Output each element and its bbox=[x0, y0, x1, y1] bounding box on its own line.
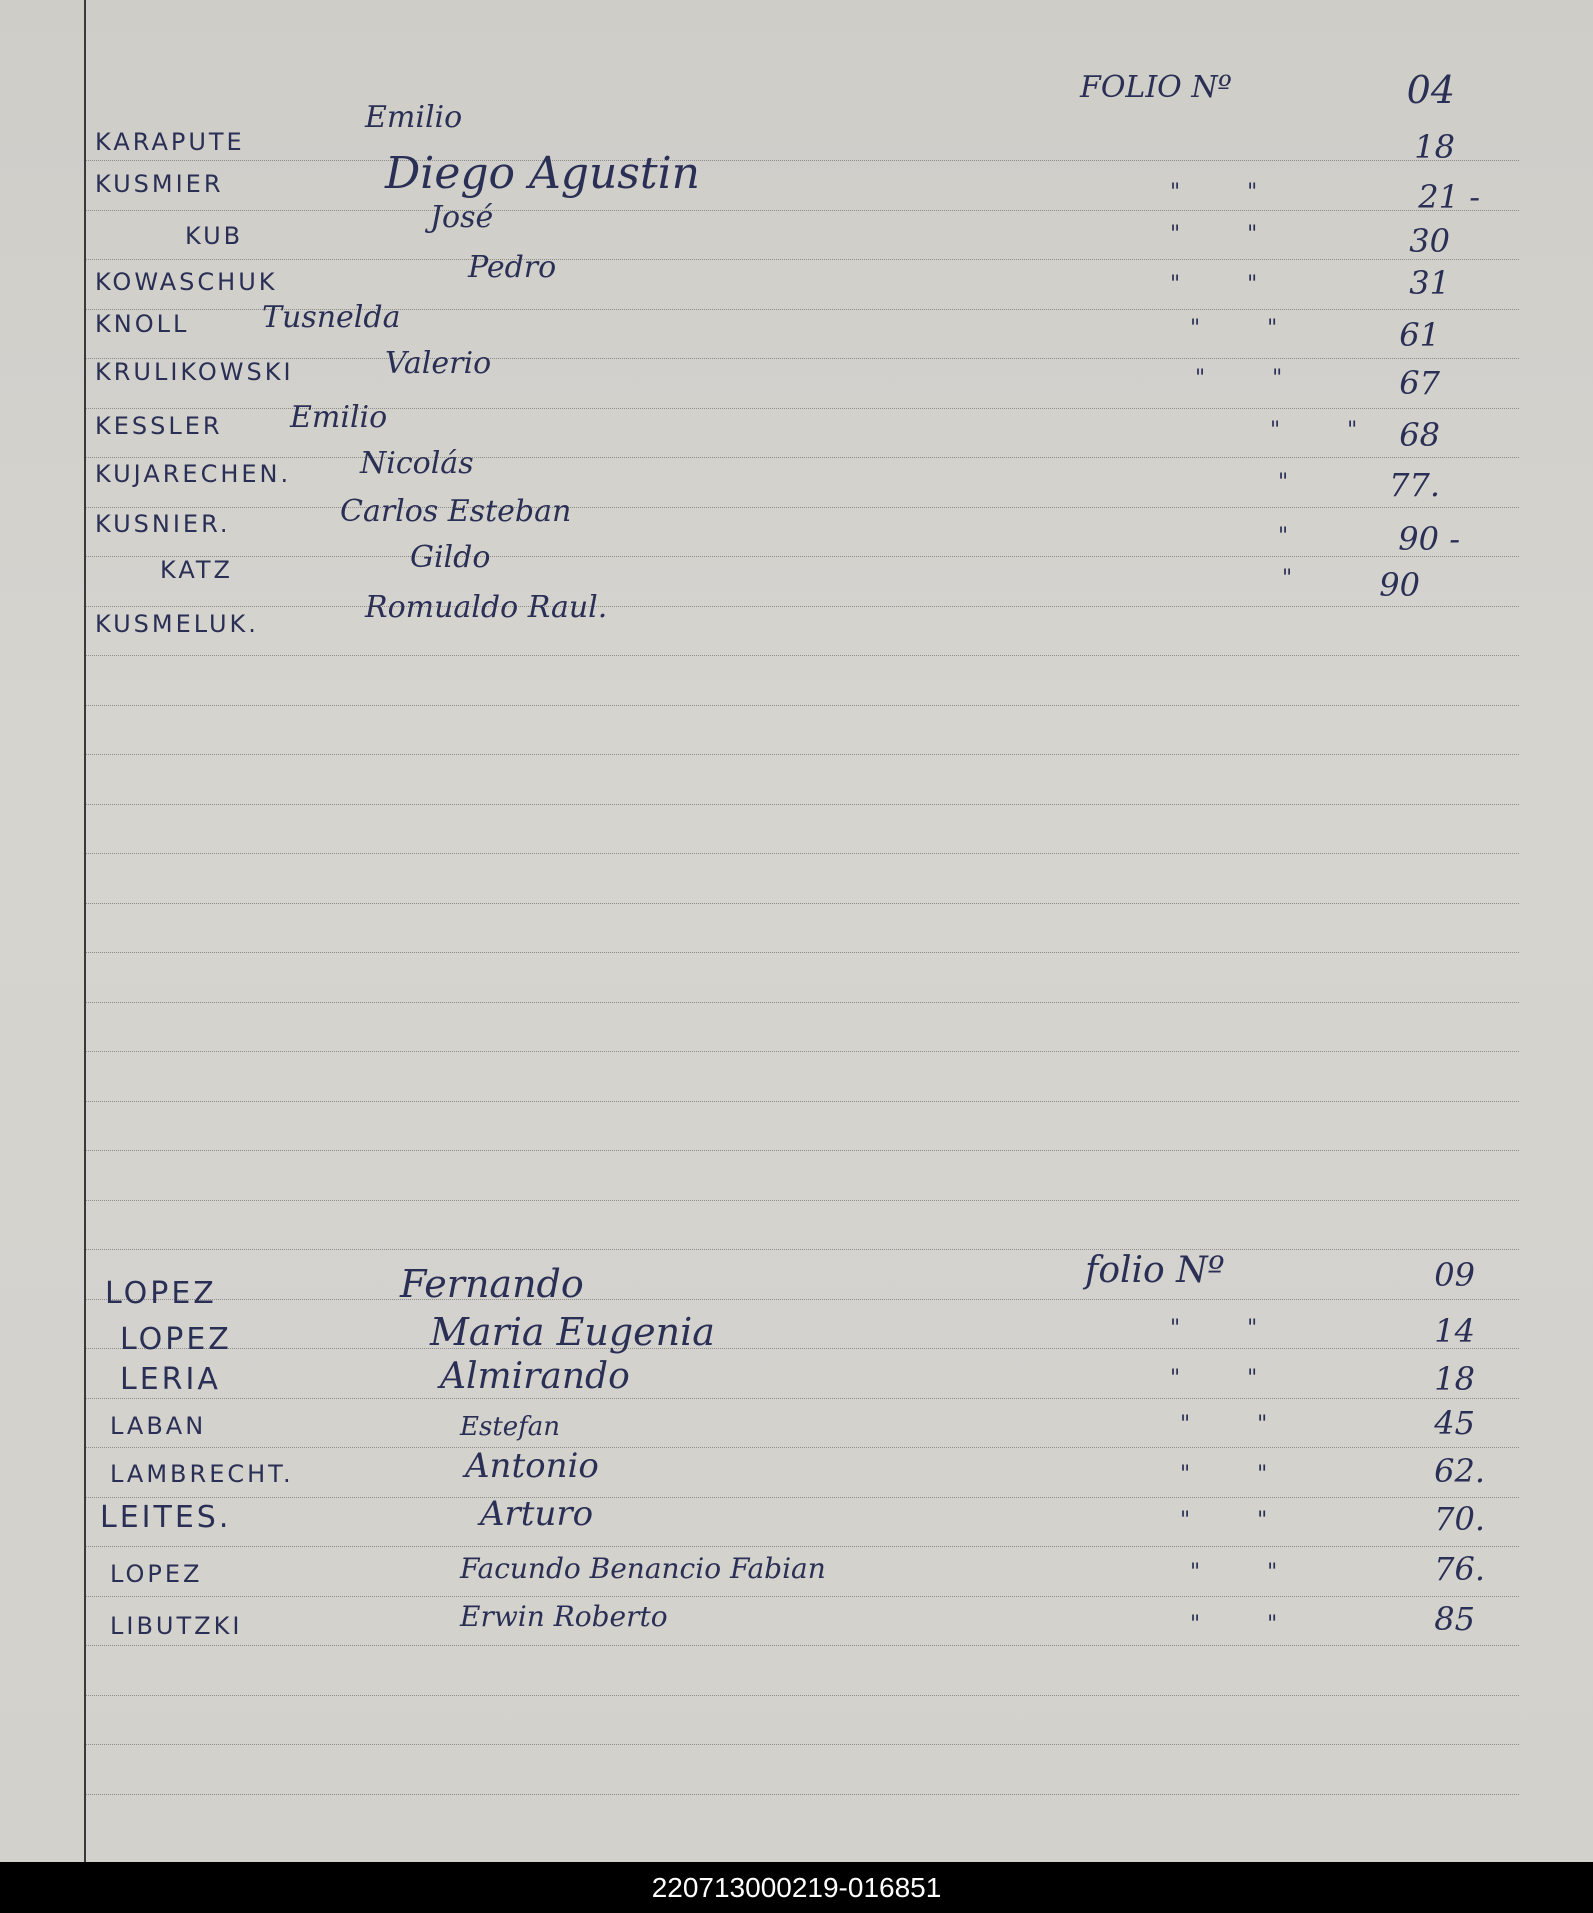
l-given-7: Facundo Benancio Fabian bbox=[460, 1552, 826, 1585]
ruled-line bbox=[86, 705, 1519, 706]
l-folio-2: 14 bbox=[1434, 1312, 1475, 1350]
k-folio-10: 90 bbox=[1379, 566, 1420, 604]
l-folio-6: 70. bbox=[1434, 1500, 1485, 1538]
k-given-6: Valerio bbox=[385, 346, 492, 381]
l-given-8: Erwin Roberto bbox=[460, 1600, 668, 1633]
k-surname-7: KESSLER bbox=[95, 412, 223, 440]
k-given-2: Diego Agustin bbox=[385, 148, 700, 199]
l-given-3: Almirando bbox=[440, 1356, 630, 1397]
ruled-line bbox=[86, 1101, 1519, 1102]
ruled-line bbox=[86, 1695, 1519, 1696]
ruled-line bbox=[86, 952, 1519, 953]
ruled-line bbox=[86, 1398, 1519, 1399]
l-ditto-6: " " bbox=[1180, 1508, 1298, 1533]
l-folio-4: 45 bbox=[1434, 1404, 1475, 1442]
k-surname-8: KUJARECHEN. bbox=[95, 460, 292, 488]
k-given-7: Emilio bbox=[290, 400, 388, 435]
l-ditto-7: " " bbox=[1190, 1560, 1308, 1585]
l-folio-3: 18 bbox=[1434, 1360, 1475, 1398]
k-folio-5: 61 bbox=[1399, 316, 1440, 354]
l-surname-5: LAMBRECHT. bbox=[110, 1460, 294, 1488]
l-surname-6: LEITES. bbox=[100, 1500, 232, 1535]
ruled-line bbox=[86, 606, 1519, 607]
k-given-4: Pedro bbox=[468, 250, 557, 285]
k-surname-3: KUB bbox=[185, 222, 244, 250]
ruled-line bbox=[86, 1002, 1519, 1003]
k-ditto-5: " " bbox=[1190, 316, 1308, 341]
section-k-header-label: FOLIO Nº bbox=[1080, 70, 1232, 105]
l-ditto-2: " " bbox=[1170, 1316, 1288, 1341]
k-surname-9: KUSNIER. bbox=[95, 510, 231, 538]
k-surname-10: KATZ bbox=[160, 556, 233, 584]
ruled-line bbox=[86, 358, 1519, 359]
l-ditto-5: " " bbox=[1180, 1462, 1298, 1487]
k-folio-4: 31 bbox=[1409, 264, 1450, 302]
ruled-line bbox=[86, 903, 1519, 904]
k-surname-6: KRULIKOWSKI bbox=[95, 358, 294, 386]
k-ditto-8: " bbox=[1278, 470, 1319, 495]
l-given-5: Antonio bbox=[465, 1446, 599, 1486]
section-l-header-folio: 09 bbox=[1434, 1256, 1475, 1294]
k-given-10: Gildo bbox=[410, 540, 491, 575]
l-ditto-3: " " bbox=[1170, 1366, 1288, 1391]
ruled-line bbox=[86, 1497, 1519, 1498]
l-surname-1: LOPEZ bbox=[105, 1276, 217, 1311]
k-ditto-6: " " bbox=[1195, 366, 1313, 391]
k-given-5: Tusnelda bbox=[262, 300, 401, 335]
ruled-line bbox=[86, 556, 1519, 557]
k-folio-9: 90 - bbox=[1398, 520, 1460, 558]
margin-line bbox=[84, 0, 86, 1862]
ruled-line bbox=[86, 210, 1519, 211]
ruled-line bbox=[86, 754, 1519, 755]
ruled-line bbox=[86, 1596, 1519, 1597]
l-surname-4: LABAN bbox=[110, 1412, 207, 1440]
l-given-2: Maria Eugenia bbox=[430, 1310, 715, 1354]
ruled-line bbox=[86, 160, 1519, 161]
k-surname-2: KUSMIER bbox=[95, 170, 224, 198]
ruled-line bbox=[86, 804, 1519, 805]
l-folio-7: 76. bbox=[1434, 1550, 1485, 1588]
k-given-9: Carlos Esteban bbox=[340, 494, 572, 529]
l-ditto-8: " " bbox=[1190, 1612, 1308, 1637]
ruled-line bbox=[86, 1348, 1519, 1349]
ruled-line bbox=[86, 1051, 1519, 1052]
l-surname-3: LERIA bbox=[120, 1362, 221, 1397]
section-l-header-label: folio Nº bbox=[1085, 1250, 1225, 1291]
l-surname-2: LOPEZ bbox=[120, 1322, 232, 1357]
k-ditto-2: " " bbox=[1170, 180, 1288, 205]
ruled-line bbox=[86, 1249, 1519, 1250]
k-folio-2: 21 - bbox=[1418, 178, 1480, 216]
k-folio-6: 67 bbox=[1399, 364, 1440, 402]
l-given-4: Estefan bbox=[460, 1412, 561, 1442]
l-folio-5: 62. bbox=[1434, 1452, 1485, 1490]
l-given-1: Fernando bbox=[400, 1262, 584, 1306]
l-surname-8: LIBUTZKI bbox=[110, 1612, 243, 1640]
k-folio-1: 18 bbox=[1414, 128, 1455, 166]
l-given-6: Arturo bbox=[480, 1494, 594, 1534]
ruled-line bbox=[86, 457, 1519, 458]
k-surname-5: KNOLL bbox=[95, 310, 190, 338]
ruled-line bbox=[86, 1447, 1519, 1448]
k-ditto-10: " bbox=[1282, 566, 1323, 591]
ruled-line bbox=[86, 507, 1519, 508]
ruled-line bbox=[86, 853, 1519, 854]
ruled-line bbox=[86, 1744, 1519, 1745]
ruled-line bbox=[86, 1299, 1519, 1300]
k-folio-7: 68 bbox=[1399, 416, 1440, 454]
k-ditto-3: " " bbox=[1170, 222, 1288, 247]
ruled-line bbox=[86, 259, 1519, 260]
ruled-line bbox=[86, 655, 1519, 656]
k-folio-8: 77. bbox=[1389, 466, 1440, 504]
k-folio-3: 30 bbox=[1409, 222, 1450, 260]
ruled-line bbox=[86, 1200, 1519, 1201]
l-ditto-4: " " bbox=[1180, 1412, 1298, 1437]
k-surname-11: KUSMELUK. bbox=[95, 610, 259, 638]
l-folio-8: 85 bbox=[1434, 1600, 1475, 1638]
scan-id-footer: 220713000219-016851 bbox=[0, 1862, 1593, 1913]
k-ditto-7: " " bbox=[1270, 418, 1388, 443]
k-surname-1: KARAPUTE bbox=[95, 128, 245, 156]
k-given-1: Emilio bbox=[365, 100, 463, 135]
ruled-line bbox=[86, 1150, 1519, 1151]
k-given-3: José bbox=[430, 200, 494, 235]
section-k-header-folio: 04 bbox=[1406, 68, 1455, 112]
ruled-line bbox=[86, 1794, 1519, 1795]
k-given-8: Nicolás bbox=[360, 446, 474, 481]
k-ditto-4: " " bbox=[1170, 272, 1288, 297]
k-surname-4: KOWASCHUK bbox=[95, 268, 278, 296]
k-ditto-9: " bbox=[1278, 524, 1319, 549]
ruled-line bbox=[86, 1546, 1519, 1547]
k-given-11: Romualdo Raul. bbox=[365, 590, 608, 625]
l-surname-7: LOPEZ bbox=[110, 1560, 203, 1588]
ruled-line bbox=[86, 1645, 1519, 1646]
